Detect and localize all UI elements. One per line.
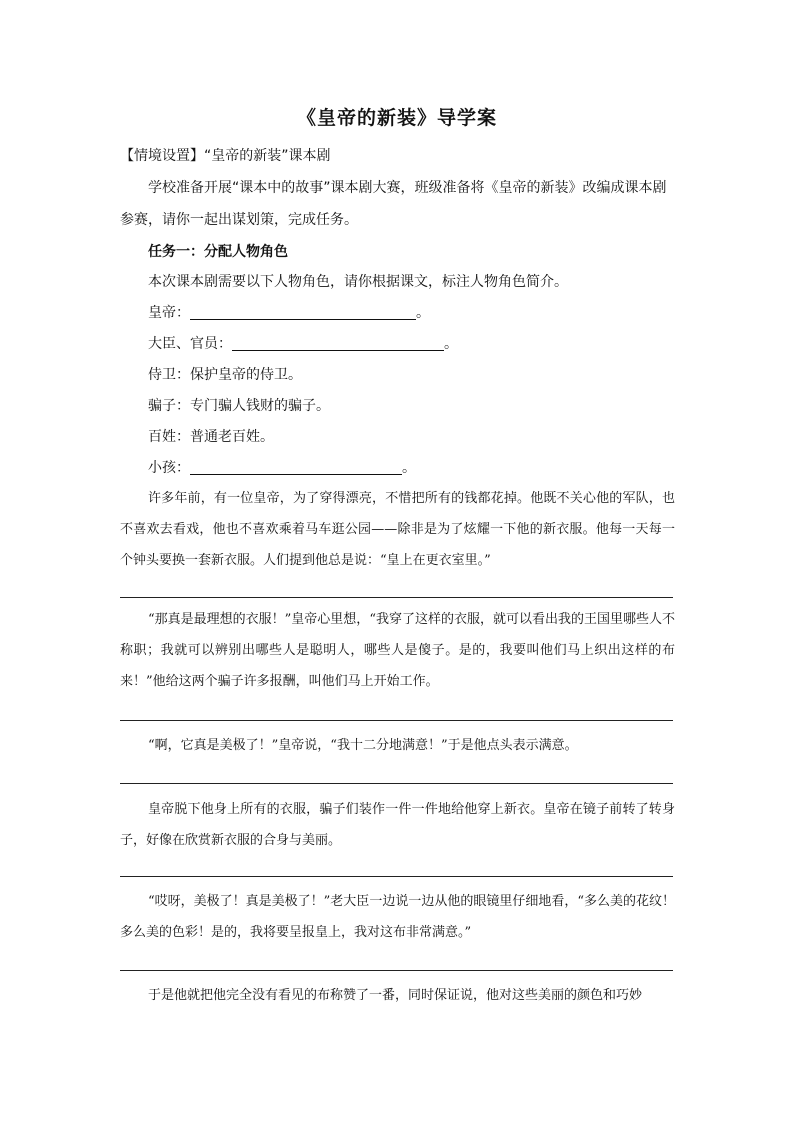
role-desc: 普通老百姓。	[190, 429, 274, 445]
intro-line-1: 学校准备开展“课本中的故事”课本剧大赛，班级准备将《皇帝的新装》改编成课本剧	[148, 180, 667, 196]
passage-4: 皇帝脱下他身上所有的衣服，骗子们装作一件一件地给他穿上新衣。皇帝在镜子前转了转身子，好像在欣赏新衣服的合身与美丽。	[120, 802, 675, 848]
task1-heading: 任务一：分配人物角色	[148, 244, 288, 260]
role-child	[148, 457, 416, 477]
passage-2: “那真是最理想的衣服！”皇帝心里想，“我穿了这样的衣服，就可以看出我的王国里哪些人不称职；我就可以辨别出哪些人是聪明人，哪些人是傻子。是的，我要叫他们马上织出这样的布来！”他给这两个骗子许多报酬，叫他们马上开始工作。	[120, 612, 675, 689]
answer-line[interactable]	[120, 597, 673, 598]
role-swindlers	[148, 395, 330, 415]
answer-blank[interactable]	[190, 305, 416, 320]
role-desc: 保护皇帝的侍卫。	[190, 367, 302, 383]
role-end: 。	[402, 460, 416, 476]
intro-line-2: 参赛，请你一起出谋划策，完成任务。	[120, 212, 358, 228]
role-name: 皇帝：	[148, 305, 190, 321]
role-emperor	[148, 302, 430, 322]
answer-line[interactable]	[120, 720, 673, 721]
role-guard	[148, 364, 302, 384]
role-name: 百姓：	[148, 429, 190, 445]
role-desc: 专门骗人钱财的骗子。	[190, 398, 330, 414]
role-citizens	[148, 426, 274, 446]
passage-6: 于是他就把他完全没有看见的布称赞了一番，同时保证说，他对这些美丽的颜色和巧妙	[148, 988, 643, 1003]
passage-3: “啊，它真是美极了！”皇帝说，“我十二分地满意！”于是他点头表示满意。	[148, 738, 578, 753]
role-end: 。	[444, 336, 458, 352]
role-name: 侍卫：	[148, 367, 190, 383]
page-title: 《皇帝的新装》导学案	[296, 107, 497, 129]
scenario-heading: 【情境设置】“皇帝的新装”课本剧	[120, 148, 331, 164]
role-end: 。	[416, 305, 430, 321]
answer-blank[interactable]	[190, 460, 402, 475]
passage-1: 许多年前，有一位皇帝，为了穿得漂亮，不惜把所有的钱都花掉。他既不关心他的军队，也不喜欢去看戏，他也不喜欢乘着马车逛公园——除非是为了炫耀一下他的新衣服。他每一天每一个钟头要换一套新衣服。人们提到他总是说：“皇上在更衣室里。”	[120, 491, 675, 568]
answer-line[interactable]	[120, 783, 673, 784]
role-name: 骗子：	[148, 398, 190, 414]
passage-5: “哎呀，美极了！真是美极了！”老大臣一边说一边从他的眼镜里仔细地看，“多么美的花纹！多么美的色彩！是的，我将要呈报皇上，我对这布非常满意。”	[120, 894, 675, 940]
role-name: 大臣、官员：	[148, 336, 232, 352]
role-ministers	[148, 333, 458, 353]
role-name: 小孩：	[148, 460, 190, 476]
answer-line[interactable]	[120, 876, 673, 877]
answer-blank[interactable]	[232, 336, 444, 351]
answer-line[interactable]	[120, 970, 673, 971]
task1-instruction: 本次课本剧需要以下人物角色，请你根据课文，标注人物角色简介。	[148, 274, 568, 290]
